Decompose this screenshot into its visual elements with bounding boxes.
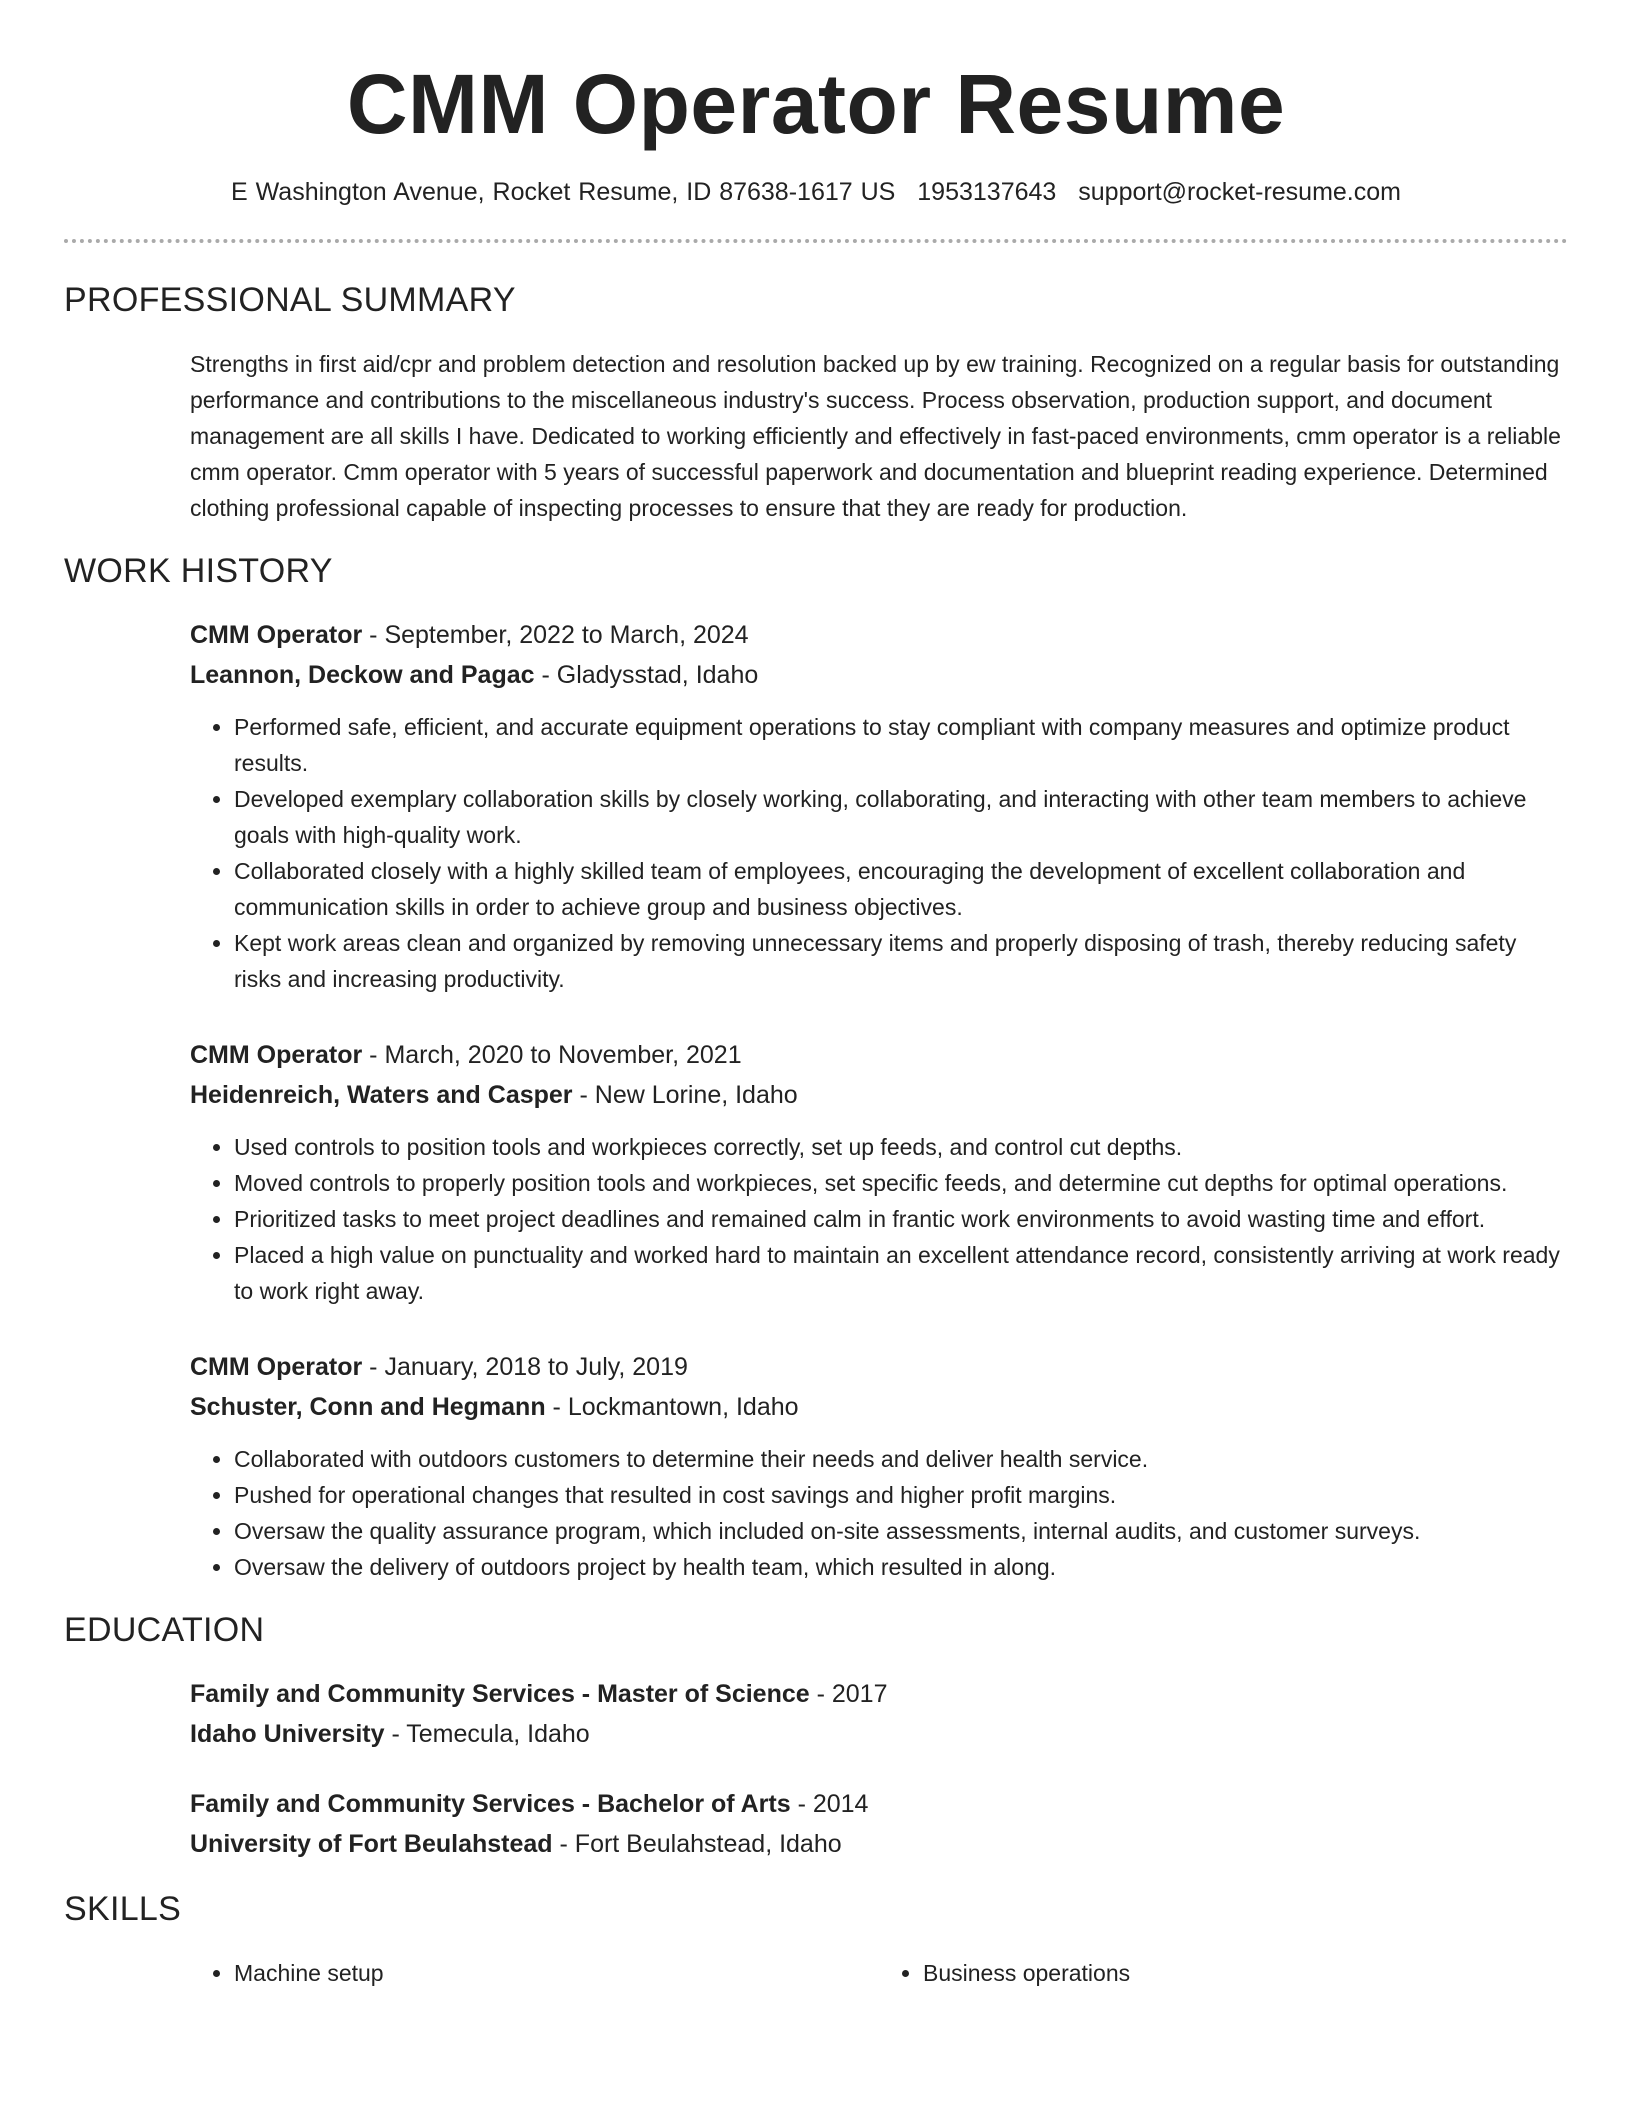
- job-bullet: • Moved controls to properly position tools and workpieces, set specific feeds, and determine cut depths for optimal operations.: [234, 1165, 1568, 1201]
- job-bullet: • Oversaw the delivery of outdoors project by health team, which resulted in along.: [234, 1549, 1568, 1585]
- skills-section: [64, 1890, 1568, 1991]
- education-entry: [190, 1674, 1568, 1754]
- job-title-line: [190, 1347, 1568, 1387]
- job-bullet: • Prioritized tasks to meet project deadlines and remained calm in frantic work environments to avoid wasting time and effort.: [234, 1201, 1568, 1237]
- job-bullet: • Developed exemplary collaboration skills by closely working, collaborating, and interacting with other team members to achieve goals with high-quality work.: [234, 781, 1568, 853]
- job-company: Heidenreich, Waters and Casper: [190, 1081, 573, 1110]
- skills-column-right: [879, 1955, 1568, 1991]
- education-year: - 2014: [790, 1790, 869, 1819]
- job-bullet: • Pushed for operational changes that resulted in cost savings and higher profit margins.: [234, 1477, 1568, 1513]
- education-body: [64, 1674, 1568, 1864]
- job-location: - New Lorine, Idaho: [572, 1081, 798, 1110]
- job-title: CMM Operator: [190, 621, 363, 650]
- job-location: - Lockmantown, Idaho: [545, 1393, 799, 1422]
- job-title: CMM Operator: [190, 1041, 363, 1070]
- summary-heading: PROFESSIONAL SUMMARY: [64, 281, 516, 320]
- contact-address: E Washington Avenue, Rocket Resume, ID 87638-1617 US: [231, 178, 896, 207]
- education-location: - Temecula, Idaho: [384, 1720, 590, 1749]
- job-dates: - March, 2020 to November, 2021: [362, 1041, 742, 1070]
- education-entry: [190, 1784, 1568, 1864]
- job-entry: [190, 1035, 1568, 1309]
- education-section: [64, 1611, 1568, 1864]
- job-bullet: • Performed safe, efficient, and accurate equipment operations to stay compliant with company measures and optimize product results.: [234, 709, 1568, 781]
- education-degree: Family and Community Services - Bachelor of Arts: [190, 1790, 791, 1819]
- education-school-line: [190, 1824, 1568, 1864]
- job-dates: - September, 2022 to March, 2024: [362, 621, 749, 650]
- education-year: - 2017: [809, 1680, 888, 1709]
- education-degree-line: [190, 1674, 1568, 1714]
- education-degree: Family and Community Services - Master of Science: [190, 1680, 810, 1709]
- job-bullet: • Collaborated closely with a highly skilled team of employees, encouraging the development of excellent collaboration and communication skills in order to achieve group and business objectives.: [234, 853, 1568, 925]
- job-bullet: • Collaborated with outdoors customers to determine their needs and deliver health service.: [234, 1441, 1568, 1477]
- education-school: Idaho University: [190, 1720, 385, 1749]
- education-heading: EDUCATION: [64, 1611, 265, 1650]
- job-dates: - January, 2018 to July, 2019: [362, 1353, 688, 1382]
- job-bullet: • Oversaw the quality assurance program, which included on-site assessments, internal audits, and customer surveys.: [234, 1513, 1568, 1549]
- contact-email: support@rocket-resume.com: [1078, 178, 1401, 207]
- skills-columns: [190, 1955, 1568, 1991]
- header-divider: [64, 239, 1568, 243]
- job-bullets: [190, 709, 1568, 997]
- job-company-line: [190, 1075, 1568, 1115]
- education-school-line: [190, 1714, 1568, 1754]
- skill-item: • Machine setup: [234, 1955, 879, 1991]
- job-bullets: [190, 1441, 1568, 1585]
- job-title-line: [190, 1035, 1568, 1075]
- skills-column-left: [190, 1955, 879, 1991]
- job-bullet: • Kept work areas clean and organized by removing unnecessary items and properly disposing of trash, thereby reducing safety risks and increasing productivity.: [234, 925, 1568, 997]
- job-bullets: [190, 1129, 1568, 1309]
- summary-text: Strengths in first aid/cpr and problem detection and resolution backed up by ew training. Recognized on a regular basis for outstanding performance and contributions to the miscellaneous industry's success. Process observation, production support, and document management are all skills I have. Dedicated to working efficiently and effectively in fast-paced environments, cmm operator is a reliable cmm operator. Cmm operator with 5 years of successful paperwork and documentation and blueprint reading experience. Determined clothing professional capable of inspecting processes to ensure that they are ready for production.: [190, 351, 1561, 522]
- job-title: CMM Operator: [190, 1353, 363, 1382]
- job-entry: [190, 1347, 1568, 1585]
- job-title-line: [190, 615, 1568, 655]
- education-location: - Fort Beulahstead, Idaho: [552, 1830, 842, 1859]
- work-section: [64, 552, 1568, 1585]
- work-heading: WORK HISTORY: [64, 552, 333, 591]
- summary-body: [64, 346, 1568, 526]
- skill-item: • Business operations: [923, 1955, 1568, 1991]
- job-company-line: [190, 1387, 1568, 1427]
- skills-body: [64, 1955, 1568, 1991]
- job-company-line: [190, 655, 1568, 695]
- job-company: Leannon, Deckow and Pagac: [190, 661, 535, 690]
- work-body: [64, 615, 1568, 1585]
- job-bullet: • Placed a high value on punctuality and worked hard to maintain an excellent attendance record, consistently arriving at work ready to work right away.: [234, 1237, 1568, 1309]
- job-bullet: • Used controls to position tools and workpieces correctly, set up feeds, and control cut depths.: [234, 1129, 1568, 1165]
- education-degree-line: [190, 1784, 1568, 1824]
- job-entry: [190, 615, 1568, 997]
- contact-phone: 1953137643: [917, 178, 1057, 207]
- contact-line: [64, 178, 1568, 207]
- job-location: - Gladysstad, Idaho: [534, 661, 759, 690]
- page-title: CMM Operator Resume: [346, 57, 1286, 151]
- summary-section: [64, 281, 1568, 526]
- job-company: Schuster, Conn and Hegmann: [190, 1393, 546, 1422]
- skills-heading: SKILLS: [64, 1890, 182, 1929]
- education-school: University of Fort Beulahstead: [190, 1830, 553, 1859]
